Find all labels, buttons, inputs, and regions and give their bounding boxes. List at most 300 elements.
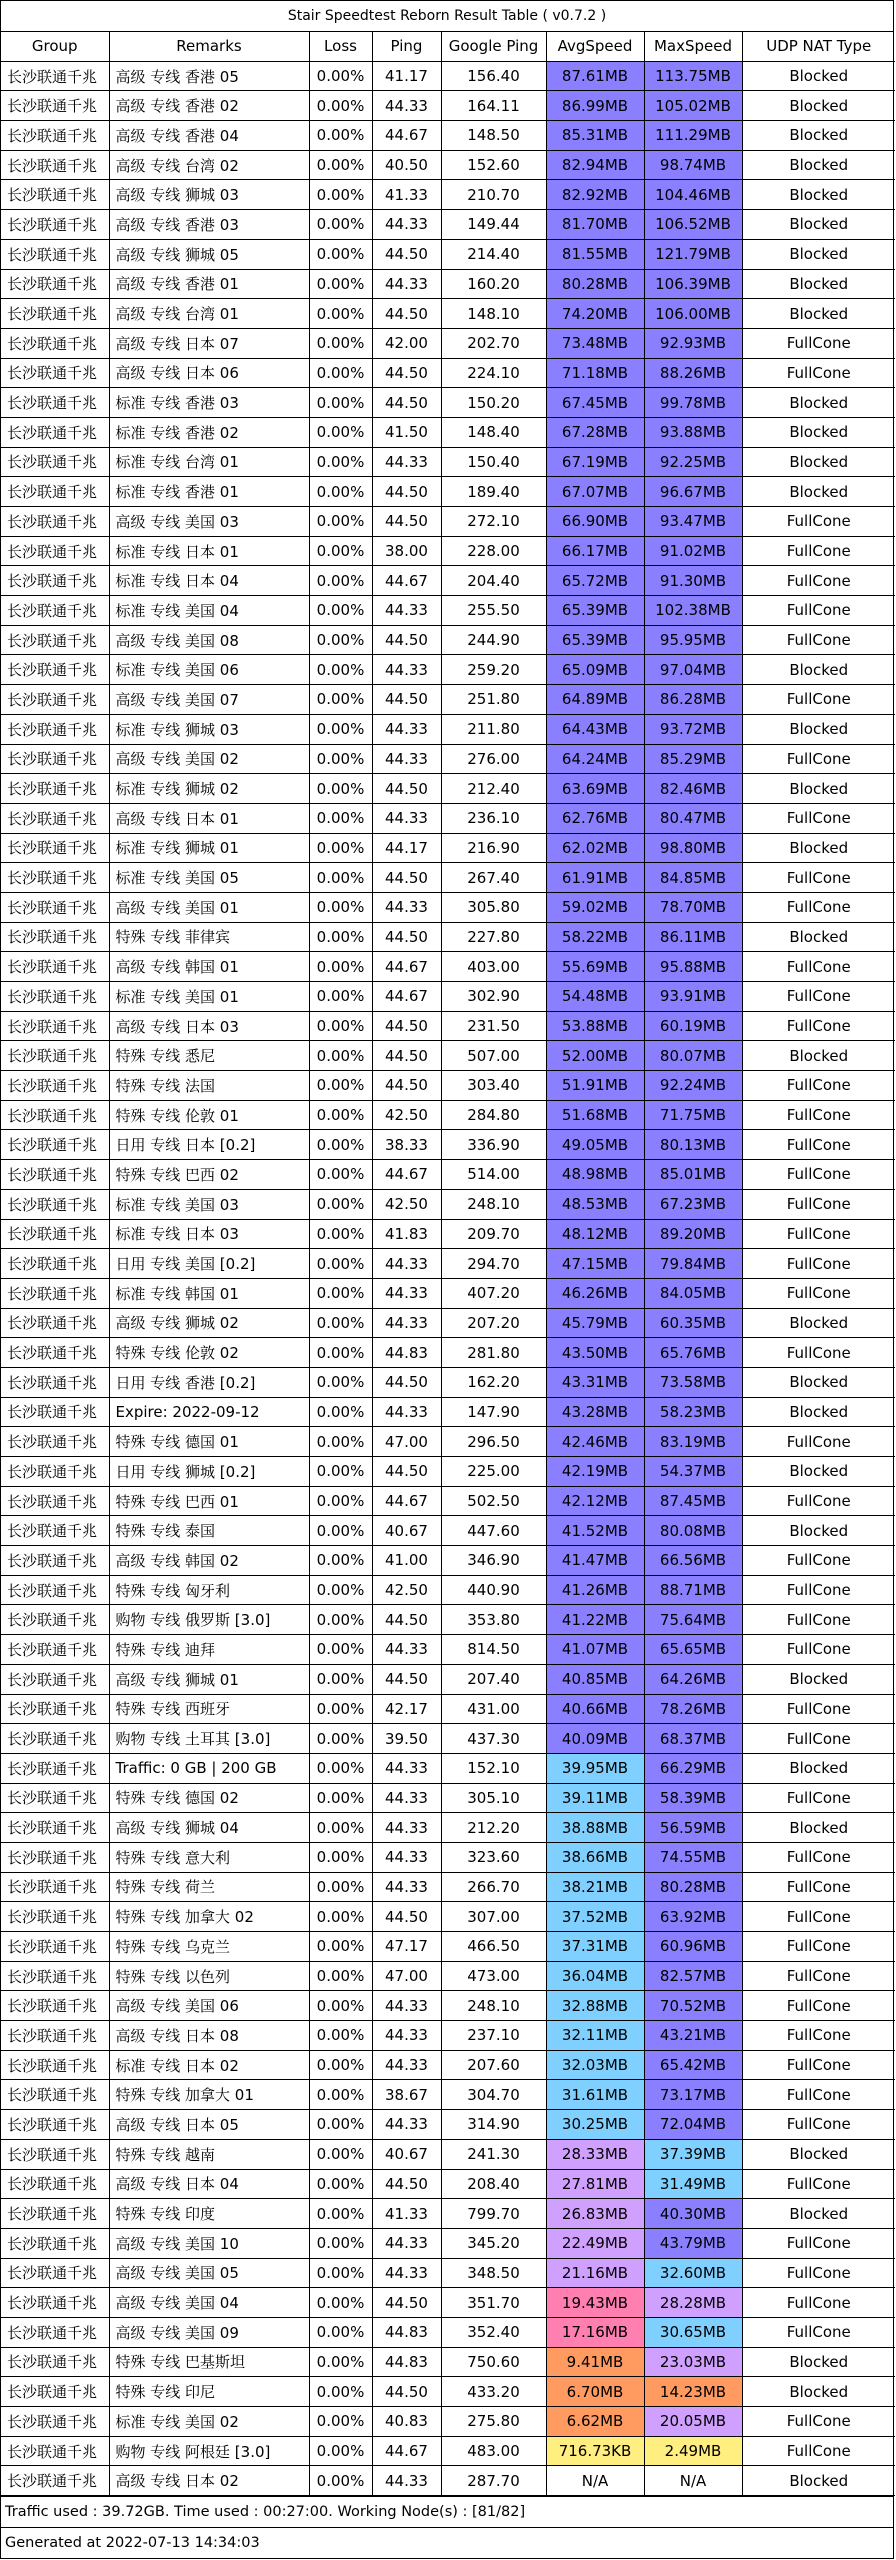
cell-google-ping: 307.00: [441, 1902, 546, 1932]
cell-udp-nat-type: FullCone: [742, 803, 895, 833]
cell-google-ping: 150.40: [441, 447, 546, 477]
cell-udp-nat-type: FullCone: [742, 1100, 895, 1130]
cell-google-ping: 148.10: [441, 299, 546, 329]
cell-max-speed: 30.65MB: [644, 2317, 742, 2347]
cell-loss: 0.00%: [309, 2050, 372, 2080]
cell-remarks: 高级 专线 香港 05: [109, 61, 309, 91]
cell-udp-nat-type: Blocked: [742, 1813, 895, 1843]
cell-udp-nat-type: FullCone: [742, 1991, 895, 2021]
cell-avg-speed: 22.49MB: [546, 2228, 644, 2258]
cell-loss: 0.00%: [309, 1100, 372, 1130]
cell-google-ping: 353.80: [441, 1605, 546, 1635]
cell-group: 长沙联通千兆: [1, 358, 109, 388]
cell-google-ping: 272.10: [441, 507, 546, 537]
cell-group: 长沙联通千兆: [1, 180, 109, 210]
table-row: [1, 892, 895, 922]
cell-group: 长沙联通千兆: [1, 1249, 109, 1279]
cell-udp-nat-type: FullCone: [742, 536, 895, 566]
cell-google-ping: 304.70: [441, 2080, 546, 2110]
cell-loss: 0.00%: [309, 744, 372, 774]
cell-ping: 39.50: [372, 1724, 441, 1754]
cell-ping: 47.17: [372, 1932, 441, 1962]
cell-max-speed: 71.75MB: [644, 1100, 742, 1130]
cell-ping: 44.33: [372, 1991, 441, 2021]
table-row: [1, 2288, 895, 2318]
cell-max-speed: 105.02MB: [644, 91, 742, 121]
table-row: [1, 2436, 895, 2466]
cell-google-ping: 164.11: [441, 91, 546, 121]
cell-remarks: 标准 专线 韩国 01: [109, 1278, 309, 1308]
cell-udp-nat-type: FullCone: [742, 2080, 895, 2110]
cell-loss: 0.00%: [309, 1219, 372, 1249]
table-row: [1, 982, 895, 1012]
cell-loss: 0.00%: [309, 1486, 372, 1516]
cell-google-ping: 302.90: [441, 982, 546, 1012]
cell-avg-speed: 66.90MB: [546, 507, 644, 537]
cell-ping: 40.83: [372, 2407, 441, 2437]
cell-loss: 0.00%: [309, 803, 372, 833]
cell-avg-speed: 49.05MB: [546, 1130, 644, 1160]
cell-ping: 44.33: [372, 1308, 441, 1338]
cell-udp-nat-type: FullCone: [742, 566, 895, 596]
table-row: [1, 744, 895, 774]
cell-remarks: 标准 专线 香港 03: [109, 388, 309, 418]
header-group: Group: [1, 32, 109, 61]
cell-udp-nat-type: Blocked: [742, 417, 895, 447]
cell-remarks: 高级 专线 美国 09: [109, 2317, 309, 2347]
cell-google-ping: 276.00: [441, 744, 546, 774]
cell-loss: 0.00%: [309, 447, 372, 477]
cell-avg-speed: 32.11MB: [546, 2021, 644, 2051]
cell-loss: 0.00%: [309, 1071, 372, 1101]
cell-avg-speed: 38.88MB: [546, 1813, 644, 1843]
cell-group: 长沙联通千兆: [1, 1486, 109, 1516]
cell-ping: 44.50: [372, 1605, 441, 1635]
cell-remarks: Traffic: 0 GB | 200 GB: [109, 1753, 309, 1783]
cell-max-speed: 106.00MB: [644, 299, 742, 329]
cell-max-speed: 96.67MB: [644, 477, 742, 507]
cell-group: 长沙联通千兆: [1, 566, 109, 596]
cell-max-speed: 66.56MB: [644, 1546, 742, 1576]
cell-loss: 0.00%: [309, 2347, 372, 2377]
cell-ping: 44.33: [372, 1249, 441, 1279]
cell-remarks: 特殊 专线 以色列: [109, 1961, 309, 1991]
cell-remarks: 高级 专线 狮城 05: [109, 239, 309, 269]
cell-avg-speed: 51.91MB: [546, 1071, 644, 1101]
cell-udp-nat-type: FullCone: [742, 1011, 895, 1041]
cell-group: 长沙联通千兆: [1, 2288, 109, 2318]
header-loss: Loss: [309, 32, 372, 61]
cell-ping: 44.33: [372, 2258, 441, 2288]
cell-remarks: 高级 专线 美国 08: [109, 625, 309, 655]
cell-remarks: 标准 专线 香港 01: [109, 477, 309, 507]
table-row: [1, 1783, 895, 1813]
cell-udp-nat-type: FullCone: [742, 1546, 895, 1576]
cell-max-speed: 92.24MB: [644, 1071, 742, 1101]
cell-remarks: 特殊 专线 巴西 01: [109, 1486, 309, 1516]
cell-loss: 0.00%: [309, 2258, 372, 2288]
cell-group: 长沙联通千兆: [1, 1961, 109, 1991]
cell-avg-speed: 28.33MB: [546, 2139, 644, 2169]
cell-udp-nat-type: FullCone: [742, 685, 895, 715]
cell-max-speed: 80.08MB: [644, 1516, 742, 1546]
cell-avg-speed: 71.18MB: [546, 358, 644, 388]
cell-loss: 0.00%: [309, 388, 372, 418]
cell-ping: 44.33: [372, 2021, 441, 2051]
cell-avg-speed: 65.72MB: [546, 566, 644, 596]
cell-ping: 44.50: [372, 922, 441, 952]
cell-group: 长沙联通千兆: [1, 1902, 109, 1932]
table-row: [1, 1694, 895, 1724]
cell-max-speed: 70.52MB: [644, 1991, 742, 2021]
cell-loss: 0.00%: [309, 358, 372, 388]
cell-remarks: 特殊 专线 加拿大 01: [109, 2080, 309, 2110]
cell-avg-speed: 48.12MB: [546, 1219, 644, 1249]
cell-loss: 0.00%: [309, 1783, 372, 1813]
cell-max-speed: 113.75MB: [644, 61, 742, 91]
cell-max-speed: 68.37MB: [644, 1724, 742, 1754]
cell-ping: 41.83: [372, 1219, 441, 1249]
cell-loss: 0.00%: [309, 1278, 372, 1308]
cell-group: 长沙联通千兆: [1, 1516, 109, 1546]
cell-group: 长沙联通千兆: [1, 1664, 109, 1694]
cell-loss: 0.00%: [309, 2110, 372, 2140]
cell-remarks: 购物 专线 俄罗斯 [3.0]: [109, 1605, 309, 1635]
cell-google-ping: 207.20: [441, 1308, 546, 1338]
cell-udp-nat-type: FullCone: [742, 1249, 895, 1279]
cell-remarks: 日用 专线 日本 [0.2]: [109, 1130, 309, 1160]
cell-max-speed: 92.25MB: [644, 447, 742, 477]
cell-remarks: 特殊 专线 泰国: [109, 1516, 309, 1546]
cell-ping: 44.33: [372, 269, 441, 299]
cell-max-speed: 91.02MB: [644, 536, 742, 566]
cell-google-ping: 208.40: [441, 2169, 546, 2199]
cell-group: 长沙联通千兆: [1, 596, 109, 626]
cell-remarks: 特殊 专线 巴西 02: [109, 1160, 309, 1190]
cell-avg-speed: 52.00MB: [546, 1041, 644, 1071]
cell-group: 长沙联通千兆: [1, 1219, 109, 1249]
cell-group: 长沙联通千兆: [1, 1724, 109, 1754]
cell-group: 长沙联通千兆: [1, 892, 109, 922]
cell-remarks: 高级 专线 日本 05: [109, 2110, 309, 2140]
cell-google-ping: 162.20: [441, 1367, 546, 1397]
cell-avg-speed: 85.31MB: [546, 121, 644, 151]
cell-google-ping: 303.40: [441, 1071, 546, 1101]
cell-remarks: 标准 专线 美国 03: [109, 1189, 309, 1219]
cell-loss: 0.00%: [309, 417, 372, 447]
cell-group: 长沙联通千兆: [1, 299, 109, 329]
cell-group: 长沙联通千兆: [1, 1694, 109, 1724]
cell-udp-nat-type: FullCone: [742, 2258, 895, 2288]
cell-max-speed: 40.30MB: [644, 2199, 742, 2229]
cell-loss: 0.00%: [309, 892, 372, 922]
cell-google-ping: 225.00: [441, 1457, 546, 1487]
cell-google-ping: 152.10: [441, 1753, 546, 1783]
cell-group: 长沙联通千兆: [1, 1783, 109, 1813]
table-row: [1, 328, 895, 358]
cell-max-speed: 2.49MB: [644, 2436, 742, 2466]
cell-avg-speed: 65.39MB: [546, 625, 644, 655]
cell-loss: 0.00%: [309, 1397, 372, 1427]
table-row: [1, 2110, 895, 2140]
cell-udp-nat-type: FullCone: [742, 1575, 895, 1605]
cell-udp-nat-type: FullCone: [742, 2228, 895, 2258]
cell-group: 长沙联通千兆: [1, 952, 109, 982]
cell-ping: 44.33: [372, 2228, 441, 2258]
cell-avg-speed: 41.52MB: [546, 1516, 644, 1546]
cell-max-speed: 58.23MB: [644, 1397, 742, 1427]
cell-udp-nat-type: FullCone: [742, 1160, 895, 1190]
header-avg-speed: AvgSpeed: [546, 32, 644, 61]
cell-ping: 38.00: [372, 536, 441, 566]
cell-google-ping: 248.10: [441, 1189, 546, 1219]
cell-avg-speed: 55.69MB: [546, 952, 644, 982]
cell-loss: 0.00%: [309, 1457, 372, 1487]
header-max-speed: MaxSpeed: [644, 32, 742, 61]
cell-avg-speed: 38.66MB: [546, 1842, 644, 1872]
table-row: [1, 625, 895, 655]
cell-google-ping: 314.90: [441, 2110, 546, 2140]
cell-max-speed: 88.26MB: [644, 358, 742, 388]
cell-group: 长沙联通千兆: [1, 388, 109, 418]
cell-loss: 0.00%: [309, 2021, 372, 2051]
cell-udp-nat-type: FullCone: [742, 1932, 895, 1962]
cell-ping: 44.50: [372, 1011, 441, 1041]
cell-avg-speed: 65.39MB: [546, 596, 644, 626]
cell-udp-nat-type: FullCone: [742, 982, 895, 1012]
cell-remarks: 特殊 专线 法国: [109, 1071, 309, 1101]
cell-ping: 44.33: [372, 1635, 441, 1665]
cell-loss: 0.00%: [309, 1011, 372, 1041]
table-row: [1, 507, 895, 537]
cell-avg-speed: 81.70MB: [546, 210, 644, 240]
cell-ping: 42.50: [372, 1189, 441, 1219]
cell-group: 长沙联通千兆: [1, 210, 109, 240]
cell-google-ping: 483.00: [441, 2436, 546, 2466]
cell-max-speed: 78.70MB: [644, 892, 742, 922]
cell-google-ping: 323.60: [441, 1842, 546, 1872]
cell-udp-nat-type: FullCone: [742, 2021, 895, 2051]
cell-loss: 0.00%: [309, 61, 372, 91]
cell-google-ping: 210.70: [441, 180, 546, 210]
cell-max-speed: 84.05MB: [644, 1278, 742, 1308]
cell-google-ping: 228.00: [441, 536, 546, 566]
cell-avg-speed: 47.15MB: [546, 1249, 644, 1279]
cell-udp-nat-type: FullCone: [742, 892, 895, 922]
cell-avg-speed: 42.19MB: [546, 1457, 644, 1487]
cell-remarks: 标准 专线 台湾 01: [109, 447, 309, 477]
cell-udp-nat-type: FullCone: [742, 2317, 895, 2347]
cell-max-speed: 60.19MB: [644, 1011, 742, 1041]
cell-google-ping: 148.50: [441, 121, 546, 151]
cell-loss: 0.00%: [309, 121, 372, 151]
cell-group: 长沙联通千兆: [1, 1635, 109, 1665]
cell-loss: 0.00%: [309, 1041, 372, 1071]
table-row: [1, 1367, 895, 1397]
cell-avg-speed: 61.91MB: [546, 863, 644, 893]
table-row: [1, 1219, 895, 1249]
cell-remarks: 标准 专线 美国 02: [109, 2407, 309, 2437]
cell-remarks: 高级 专线 美国 04: [109, 2288, 309, 2318]
cell-loss: 0.00%: [309, 1842, 372, 1872]
table-row: [1, 1100, 895, 1130]
cell-google-ping: 216.90: [441, 833, 546, 863]
cell-udp-nat-type: Blocked: [742, 477, 895, 507]
cell-group: 长沙联通千兆: [1, 2199, 109, 2229]
table-row: [1, 1338, 895, 1368]
cell-loss: 0.00%: [309, 1516, 372, 1546]
table-row: [1, 121, 895, 151]
cell-remarks: 特殊 专线 巴基斯坦: [109, 2347, 309, 2377]
cell-max-speed: 65.65MB: [644, 1635, 742, 1665]
cell-ping: 40.50: [372, 150, 441, 180]
cell-ping: 44.50: [372, 299, 441, 329]
cell-google-ping: 236.10: [441, 803, 546, 833]
cell-avg-speed: 67.28MB: [546, 417, 644, 447]
cell-avg-speed: 46.26MB: [546, 1278, 644, 1308]
cell-udp-nat-type: FullCone: [742, 358, 895, 388]
cell-ping: 44.50: [372, 625, 441, 655]
cell-loss: 0.00%: [309, 1961, 372, 1991]
cell-udp-nat-type: Blocked: [742, 2139, 895, 2169]
cell-avg-speed: N/A: [546, 2466, 644, 2496]
cell-remarks: 标准 专线 美国 06: [109, 655, 309, 685]
table-row: [1, 833, 895, 863]
cell-group: 长沙联通千兆: [1, 2347, 109, 2377]
cell-udp-nat-type: Blocked: [742, 150, 895, 180]
cell-remarks: 特殊 专线 越南: [109, 2139, 309, 2169]
cell-max-speed: 65.76MB: [644, 1338, 742, 1368]
table-row: [1, 1160, 895, 1190]
cell-google-ping: 440.90: [441, 1575, 546, 1605]
cell-ping: 44.33: [372, 803, 441, 833]
cell-udp-nat-type: FullCone: [742, 2288, 895, 2318]
cell-google-ping: 346.90: [441, 1546, 546, 1576]
cell-loss: 0.00%: [309, 269, 372, 299]
cell-loss: 0.00%: [309, 2466, 372, 2496]
cell-group: 长沙联通千兆: [1, 1457, 109, 1487]
cell-max-speed: 95.95MB: [644, 625, 742, 655]
cell-loss: 0.00%: [309, 1249, 372, 1279]
cell-group: 长沙联通千兆: [1, 922, 109, 952]
cell-remarks: 标准 专线 日本 04: [109, 566, 309, 596]
cell-group: 长沙联通千兆: [1, 447, 109, 477]
cell-loss: 0.00%: [309, 863, 372, 893]
cell-remarks: 购物 专线 阿根廷 [3.0]: [109, 2436, 309, 2466]
header-row: [1, 32, 895, 61]
cell-group: 长沙联通千兆: [1, 803, 109, 833]
cell-group: 长沙联通千兆: [1, 1160, 109, 1190]
cell-google-ping: 281.80: [441, 1338, 546, 1368]
table-row: [1, 269, 895, 299]
cell-loss: 0.00%: [309, 2228, 372, 2258]
generated-timestamp: Generated at 2022-07-13 14:34:03: [1, 2527, 893, 2558]
cell-udp-nat-type: Blocked: [742, 388, 895, 418]
table-row: [1, 2021, 895, 2051]
cell-max-speed: 78.26MB: [644, 1694, 742, 1724]
cell-group: 长沙联通千兆: [1, 863, 109, 893]
cell-group: 长沙联通千兆: [1, 1991, 109, 2021]
cell-udp-nat-type: FullCone: [742, 1694, 895, 1724]
cell-group: 长沙联通千兆: [1, 150, 109, 180]
cell-group: 长沙联通千兆: [1, 2228, 109, 2258]
cell-max-speed: 80.47MB: [644, 803, 742, 833]
cell-group: 长沙联通千兆: [1, 417, 109, 447]
table-row: [1, 2347, 895, 2377]
cell-max-speed: 99.78MB: [644, 388, 742, 418]
header-udp-nat-type: UDP NAT Type: [742, 32, 895, 61]
cell-remarks: 标准 专线 日本 02: [109, 2050, 309, 2080]
cell-remarks: 标准 专线 日本 01: [109, 536, 309, 566]
cell-google-ping: 447.60: [441, 1516, 546, 1546]
cell-remarks: 日用 专线 美国 [0.2]: [109, 1249, 309, 1279]
table-row: [1, 922, 895, 952]
cell-google-ping: 150.20: [441, 388, 546, 418]
cell-avg-speed: 48.98MB: [546, 1160, 644, 1190]
cell-group: 长沙联通千兆: [1, 744, 109, 774]
cell-max-speed: 82.46MB: [644, 774, 742, 804]
cell-udp-nat-type: Blocked: [742, 1308, 895, 1338]
cell-group: 长沙联通千兆: [1, 1308, 109, 1338]
table-row: [1, 2317, 895, 2347]
cell-udp-nat-type: Blocked: [742, 61, 895, 91]
cell-remarks: 高级 专线 狮城 03: [109, 180, 309, 210]
cell-ping: 44.50: [372, 358, 441, 388]
cell-loss: 0.00%: [309, 210, 372, 240]
cell-google-ping: 502.50: [441, 1486, 546, 1516]
cell-loss: 0.00%: [309, 1575, 372, 1605]
cell-udp-nat-type: Blocked: [742, 2466, 895, 2496]
cell-udp-nat-type: FullCone: [742, 625, 895, 655]
cell-group: 长沙联通千兆: [1, 2466, 109, 2496]
cell-udp-nat-type: Blocked: [742, 447, 895, 477]
cell-google-ping: 275.80: [441, 2407, 546, 2437]
cell-udp-nat-type: FullCone: [742, 952, 895, 982]
cell-google-ping: 437.30: [441, 1724, 546, 1754]
cell-remarks: 高级 专线 韩国 02: [109, 1546, 309, 1576]
table-row: [1, 536, 895, 566]
cell-avg-speed: 17.16MB: [546, 2317, 644, 2347]
table-row: [1, 863, 895, 893]
cell-ping: 42.17: [372, 1694, 441, 1724]
cell-loss: 0.00%: [309, 1427, 372, 1457]
cell-remarks: 标准 专线 狮城 01: [109, 833, 309, 863]
cell-remarks: 特殊 专线 德国 01: [109, 1427, 309, 1457]
cell-group: 长沙联通千兆: [1, 1100, 109, 1130]
cell-max-speed: 37.39MB: [644, 2139, 742, 2169]
cell-max-speed: 88.71MB: [644, 1575, 742, 1605]
cell-ping: 44.33: [372, 1872, 441, 1902]
cell-udp-nat-type: FullCone: [742, 863, 895, 893]
cell-udp-nat-type: Blocked: [742, 210, 895, 240]
cell-avg-speed: 32.03MB: [546, 2050, 644, 2080]
cell-google-ping: 212.20: [441, 1813, 546, 1843]
cell-remarks: 特殊 专线 印尼: [109, 2377, 309, 2407]
cell-max-speed: 106.39MB: [644, 269, 742, 299]
table-row: [1, 774, 895, 804]
cell-udp-nat-type: Blocked: [742, 1753, 895, 1783]
cell-ping: 44.50: [372, 774, 441, 804]
table-row: [1, 1457, 895, 1487]
cell-avg-speed: 80.28MB: [546, 269, 644, 299]
cell-udp-nat-type: Blocked: [742, 714, 895, 744]
cell-group: 长沙联通千兆: [1, 2407, 109, 2437]
cell-group: 长沙联通千兆: [1, 2110, 109, 2140]
cell-remarks: 高级 专线 美国 06: [109, 1991, 309, 2021]
cell-group: 长沙联通千兆: [1, 2169, 109, 2199]
cell-udp-nat-type: FullCone: [742, 1486, 895, 1516]
cell-loss: 0.00%: [309, 328, 372, 358]
